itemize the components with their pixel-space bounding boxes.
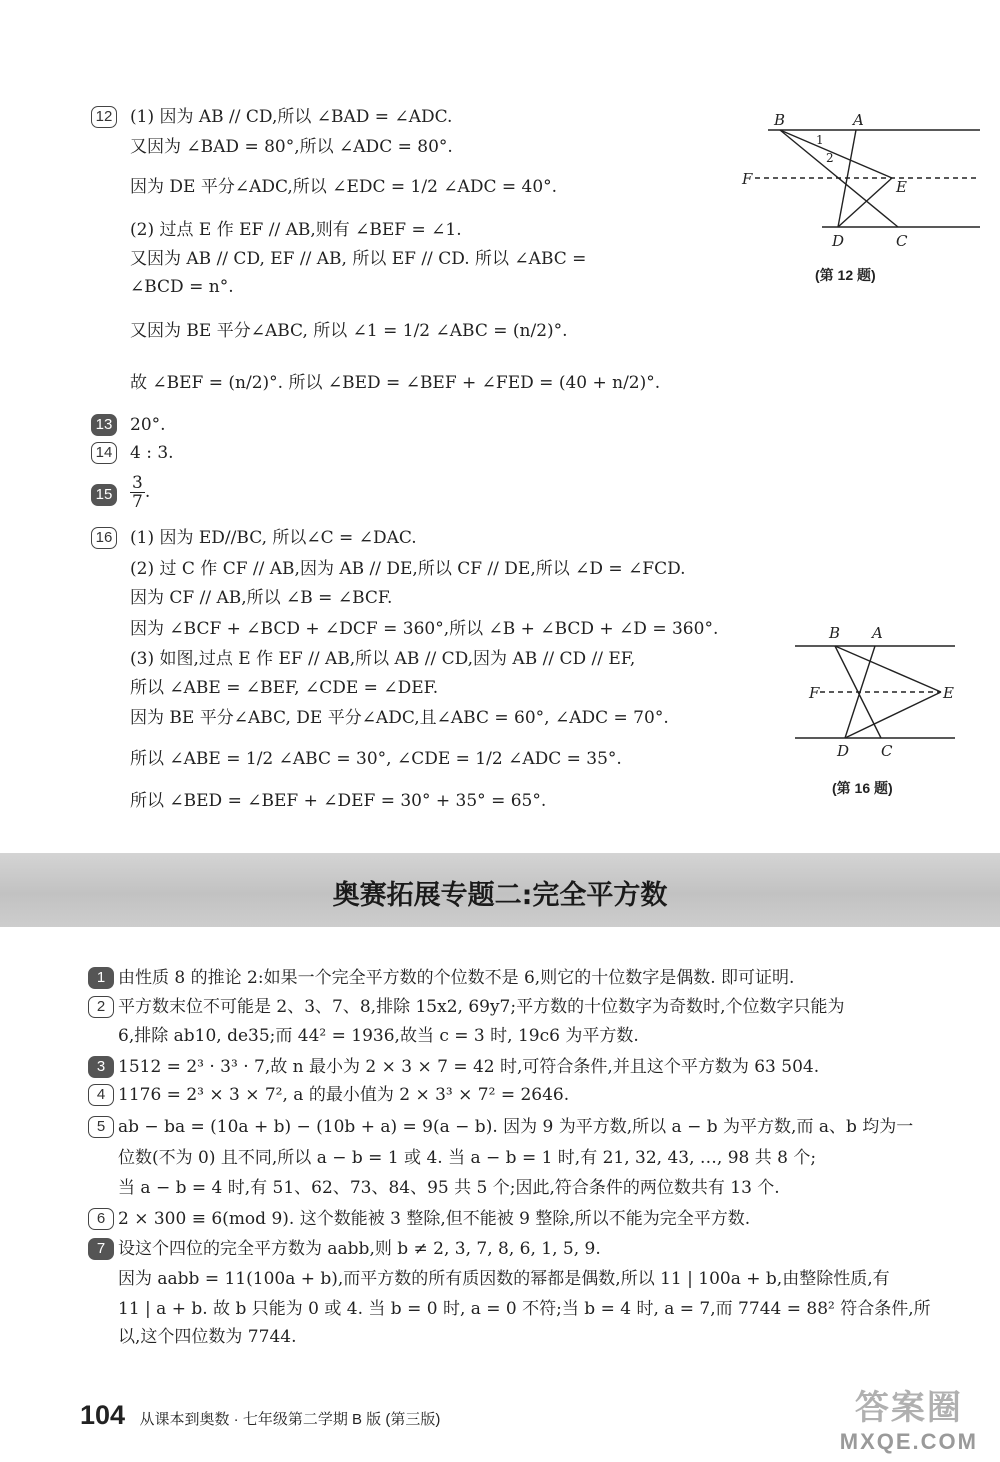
q16-line-2: (2) 过 C 作 CF // AB,因为 AB // DE,所以 CF // DE,所以 ∠D = ∠FCD. [130,559,686,579]
answer-5-line-3: 当 a − b = 4 时,有 51、62、73、84、95 共 5 个;因此,符合条件的两位数共有 13 个. [118,1178,780,1198]
answer-number-2: 2 [88,996,114,1018]
answer-number-6: 6 [88,1208,114,1230]
page-footer [80,1400,440,1431]
watermark-logo-text: 答案圈 [854,1389,963,1427]
q12-line-3: 因为 DE 平分∠ADC,所以 ∠EDC = 1/2 ∠ADC = 40°. [130,177,558,197]
q15-numerator: 3 [132,473,143,493]
question-number-13: 13 [91,414,117,436]
q15-tail: . [144,482,151,502]
question-number-14: 14 [91,442,117,464]
label-c: C [896,232,908,250]
label-b: B [829,624,841,642]
q15-denominator: 7 [132,492,143,512]
q16-line-9: 所以 ∠BED = ∠BEF + ∠DEF = 30° + 35° = 65°. [130,791,547,811]
answer-1-line-1: 由性质 8 的推论 2:如果一个完全平方数的个位数不是 6,则它的十位数字是偶数. 即可证明. [118,968,795,988]
segment-be [780,130,892,178]
q12-line-6: ∠BCD = n°. [130,277,234,297]
segment-de [845,692,941,738]
label-c: C [881,742,893,760]
book-title: 从课本到奥数 · 七年级第二学期 B 版 (第三版) [139,1411,441,1428]
figure-16-caption: (第 16 题) [832,780,893,796]
q16-line-4: 因为 ∠BCF + ∠BCD + ∠DCF = 360°,所以 ∠B + ∠BCD + ∠D = 360°. [130,619,719,639]
label-a: A [872,624,883,642]
q12-line-8: 故 ∠BEF = (n/2)°. 所以 ∠BED = ∠BEF + ∠FED = (40 + n/2)°. [130,373,661,393]
watermark [840,1380,978,1455]
answer-number-7: 7 [88,1238,114,1260]
q12-line-5: 又因为 AB // CD, EF // AB, 所以 EF // CD. 所以 ∠ABC = [130,249,587,269]
label-e: E [896,178,907,196]
answer-number-3: 3 [88,1056,114,1078]
q16-line-5: (3) 如图,过点 E 作 EF // AB,所以 AB // CD,因为 AB // CD // EF, [130,649,636,669]
answer-7-line-3: 11 | a + b. 故 b 只能为 0 或 4. 当 b = 0 时, a = 0 不符;当 b = 4 时, a = 7,而 7744 = 88² 符合条件,所 [118,1299,931,1319]
watermark-url: MXQE.COM [839,1429,978,1454]
answer-2-line-1: 平方数末位不可能是 2、3、7、8,排除 15x2, 69y7;平方数的十位数字为奇数时,个位数字只能为 [118,997,845,1017]
answer-5-line-2: 位数(不为 0) 且不同,所以 a − b = 1 或 4. 当 a − b = 1 时,有 21, 32, 43, …, 98 共 8 个; [118,1148,817,1168]
segment-bc [780,130,898,227]
q15-answer [130,474,150,511]
q16-line-1: (1) 因为 ED//BC, 所以∠C = ∠DAC. [130,528,417,548]
figure-16-diagram [795,622,975,762]
question-number-15: 15 [91,484,117,506]
q12-line-1: (1) 因为 AB // CD,所以 ∠BAD = ∠ADC. [130,107,453,127]
answer-7-line-2: 因为 aabb = 11(100a + b),而平方数的所有质因数的幂都是偶数,所以 11 | 100a + b,由整除性质,有 [118,1269,890,1289]
answer-4-line-1: 1176 = 2³ × 3 × 7², a 的最小值为 2 × 3³ × 7² = 2646. [118,1085,570,1105]
answer-number-1: 1 [88,967,114,989]
page-number: 104 [80,1400,126,1430]
segment-be [835,646,941,692]
label-1: 1 [816,133,824,147]
question-number-12: 12 [91,106,117,128]
q16-line-6: 所以 ∠ABE = ∠BEF, ∠CDE = ∠DEF. [130,678,439,698]
answer-number-5: 5 [88,1116,114,1138]
q16-line-8: 所以 ∠ABE = 1/2 ∠ABC = 30°, ∠CDE = 1/2 ∠ADC = 35°. [130,749,622,769]
answer-5-line-1: ab − ba = (10a + b) − (10b + a) = 9(a − b). 因为 9 为平方数,所以 a − b 为平方数,而 a、b 均为一 [118,1117,914,1137]
label-e: E [943,684,954,702]
q12-line-7: 又因为 BE 平分∠ABC, 所以 ∠1 = 1/2 ∠ABC = (n/2)°. [130,321,568,341]
answer-6-line-1: 2 × 300 ≡ 6(mod 9). 这个数能被 3 整除,但不能被 9 整除,所以不能为完全平方数. [118,1209,751,1229]
answer-3-line-1: 1512 = 2³ · 3³ · 7,故 n 最小为 2 × 3 × 7 = 42 时,可符合条件,并且这个平方数为 63 504. [118,1057,820,1077]
q12-line-2: 又因为 ∠BAD = 80°,所以 ∠ADC = 80°. [130,137,453,157]
figure-12-diagram [740,110,980,250]
q16-line-3: 因为 CF // AB,所以 ∠B = ∠BCF. [130,588,393,608]
figure-12-caption: (第 12 题) [815,267,876,283]
section-banner [0,853,1000,927]
answer-7-line-1: 设这个四位的完全平方数为 aabb,则 b ≠ 2, 3, 7, 8, 6, 1, 5, 9. [118,1239,601,1259]
label-f: F [742,170,753,188]
q16-line-7: 因为 BE 平分∠ABC, DE 平分∠ADC,且∠ABC = 60°, ∠ADC = 70°. [130,708,669,728]
label-d: D [832,232,845,250]
label-f: F [809,684,820,702]
q12-line-4: (2) 过点 E 作 EF // AB,则有 ∠BEF = ∠1. [130,220,462,240]
section-title: 奥赛拓展专题二:完全平方数 [332,880,668,911]
label-a: A [853,111,864,129]
answer-7-line-4: 以,这个四位数为 7744. [118,1327,297,1347]
label-b: B [774,111,786,129]
label-2: 2 [826,151,834,165]
label-d: D [837,742,850,760]
q13-answer: 20°. [130,415,166,435]
q14-answer: 4 : 3. [130,443,174,463]
question-number-16: 16 [91,527,117,549]
answer-number-4: 4 [88,1084,114,1106]
answer-2-line-2: 6,排除 ab10, de35;而 44² = 1936,故当 c = 3 时, 19c6 为平方数. [118,1026,639,1046]
